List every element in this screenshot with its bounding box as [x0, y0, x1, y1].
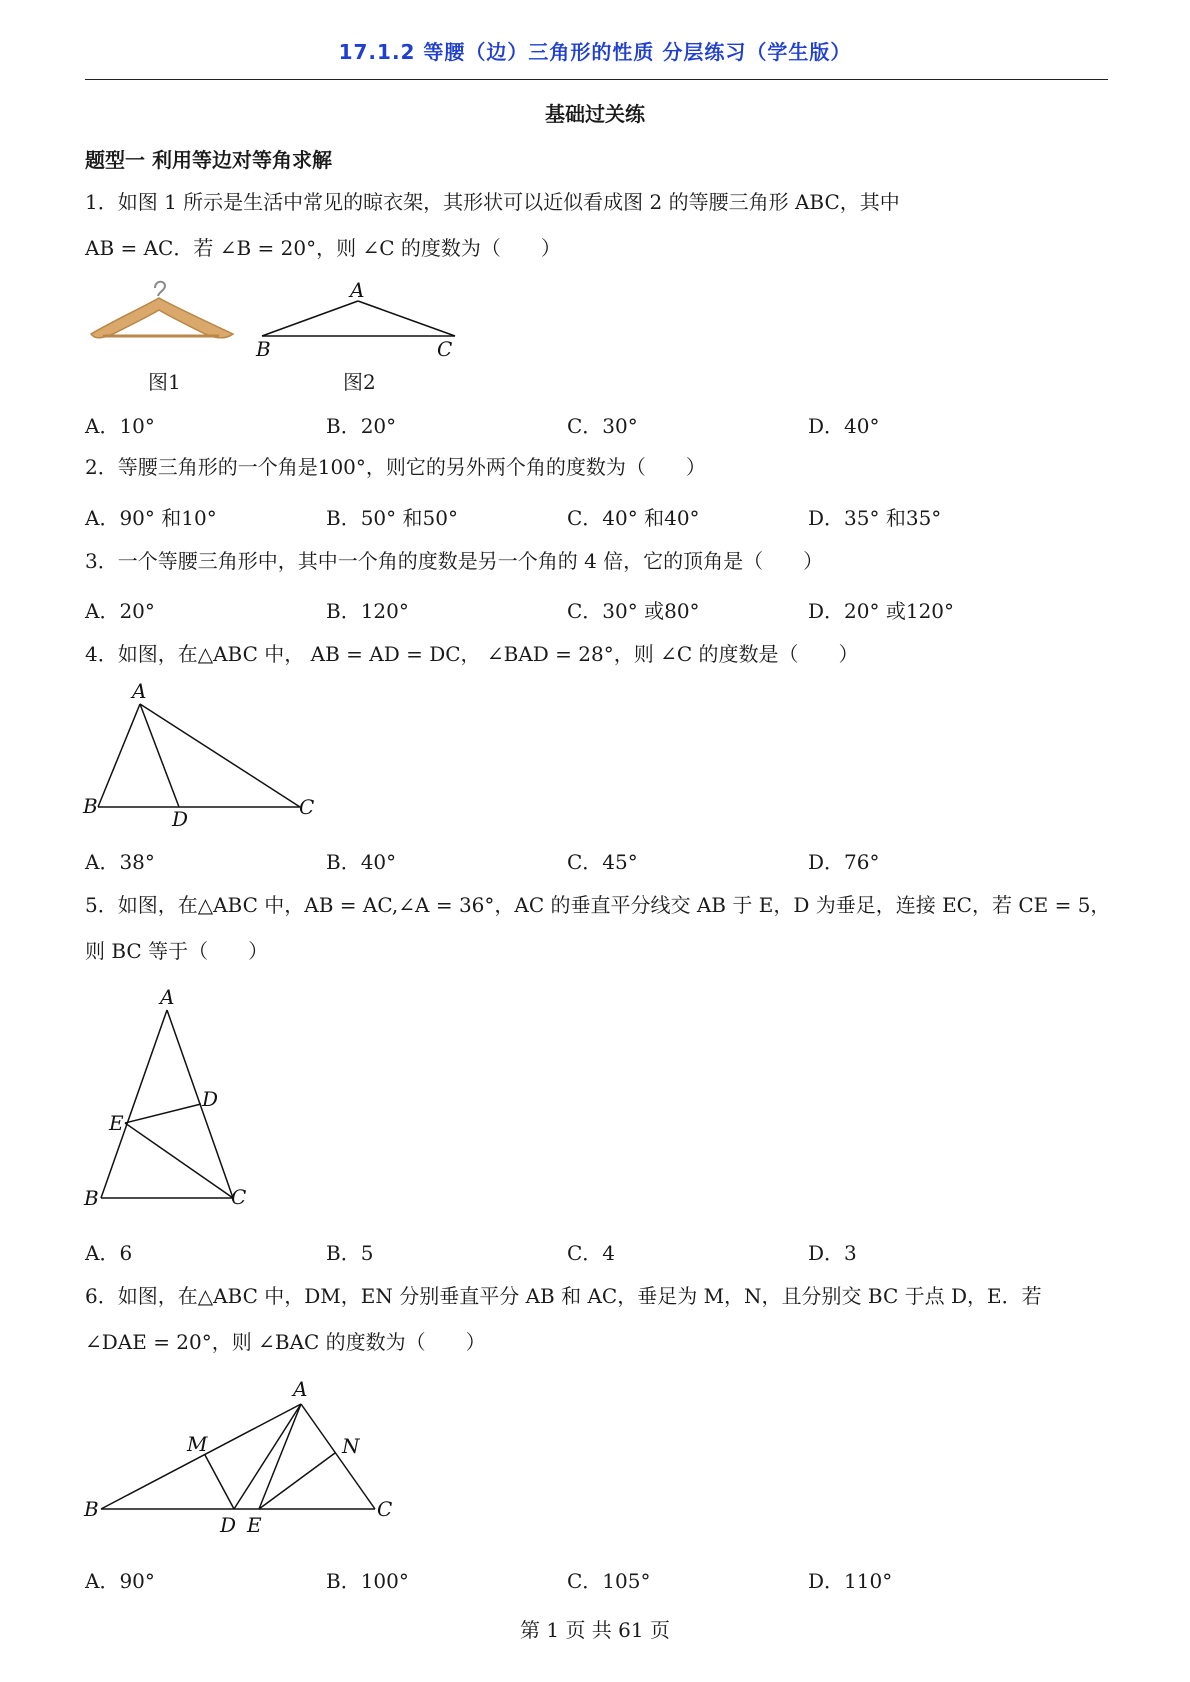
- question-type-heading: 题型一 利用等边对等角求解: [85, 148, 332, 172]
- segment-ac: [140, 704, 300, 807]
- label-b: B: [84, 1497, 99, 1521]
- segment-ac: [358, 301, 455, 336]
- hanger-image: [85, 276, 245, 356]
- label-a: A: [132, 680, 147, 703]
- segment-ad: [140, 704, 179, 807]
- label-a: A: [160, 985, 175, 1009]
- segment-md: [205, 1455, 234, 1509]
- q3-option-c[interactable]: C．30° 或80°: [567, 599, 700, 623]
- label-n: N: [342, 1434, 360, 1458]
- q1-option-b[interactable]: B．20°: [326, 414, 397, 438]
- segment-ab: [262, 301, 358, 336]
- q6-text-line2: ∠DAE = 20°，则 ∠BAC 的度数为（ ）: [85, 1330, 486, 1354]
- label-c: C: [231, 1185, 247, 1209]
- label-e: E: [247, 1513, 262, 1537]
- q3-option-d[interactable]: D．20° 或120°: [808, 599, 955, 623]
- q1-option-d[interactable]: D．40°: [808, 414, 880, 438]
- q3-text: 3．一个等腰三角形中，其中一个角的度数是另一个角的 4 倍，它的顶角是（ ）: [85, 549, 824, 573]
- segment-ab: [98, 704, 140, 807]
- q2-option-b[interactable]: B．50° 和50°: [326, 506, 458, 530]
- label-d: D: [220, 1513, 237, 1537]
- q5-option-c[interactable]: C．4: [567, 1241, 616, 1265]
- q5-option-b[interactable]: B．5: [326, 1241, 374, 1265]
- q2-option-c[interactable]: C．40° 和40°: [567, 506, 700, 530]
- q6-option-c[interactable]: C．105°: [567, 1569, 651, 1593]
- q6-triangle-figure: [80, 1372, 410, 1542]
- segment-ed: [125, 1104, 201, 1123]
- q5-text-line1: 5．如图，在△ABC 中，AB = AC,∠A = 36°，AC 的垂直平分线交 AB 于 E，D 为垂足，连接 EC，若 CE = 5，: [85, 893, 1111, 917]
- label-d: D: [172, 807, 189, 830]
- q5-option-a[interactable]: A．6: [85, 1241, 133, 1265]
- document-title: 17.1.2 等腰（边）三角形的性质 分层练习（学生版）: [338, 40, 852, 64]
- q5-triangle-figure: [80, 980, 270, 1215]
- q1-text-line2: AB = AC．若 ∠B = 20°，则 ∠C 的度数为（ ）: [85, 236, 561, 260]
- q4-option-d[interactable]: D．76°: [808, 850, 880, 874]
- label-a: A: [350, 278, 365, 302]
- label-m: M: [187, 1432, 208, 1456]
- q3-option-b[interactable]: B．120°: [326, 599, 409, 623]
- q5-option-d[interactable]: D．3: [808, 1241, 857, 1265]
- label-d: D: [202, 1087, 219, 1111]
- figure1-caption: 图1: [148, 370, 181, 394]
- q4-option-a[interactable]: A．38°: [85, 850, 155, 874]
- q5-text-line2: 则 BC 等于（ ）: [85, 939, 269, 963]
- segment-ad: [234, 1404, 301, 1509]
- q6-option-d[interactable]: D．110°: [808, 1569, 893, 1593]
- q4-option-b[interactable]: B．40°: [326, 850, 397, 874]
- q2-option-a[interactable]: A．90° 和10°: [85, 506, 217, 530]
- q1-option-a[interactable]: A．10°: [85, 414, 155, 438]
- q4-option-c[interactable]: C．45°: [567, 850, 638, 874]
- label-e: E: [109, 1111, 124, 1135]
- figure2-caption: 图2: [343, 370, 376, 394]
- section-title: 基础过关练: [545, 102, 645, 126]
- page-footer: 第 1 页 共 61 页: [520, 1618, 670, 1642]
- q1-text-line1: 1．如图 1 所示是生活中常见的晾衣架，其形状可以近似看成图 2 的等腰三角形 ABC，其中: [85, 190, 900, 214]
- label-c: C: [377, 1497, 393, 1521]
- q2-option-d[interactable]: D．35° 和35°: [808, 506, 942, 530]
- q6-option-b[interactable]: B．100°: [326, 1569, 409, 1593]
- q1-triangle-figure: [250, 276, 460, 366]
- label-b: B: [256, 337, 271, 361]
- q4-triangle-figure: [80, 680, 320, 830]
- header-divider: [85, 79, 1108, 80]
- segment-ac: [301, 1404, 375, 1509]
- label-b: B: [84, 1186, 99, 1210]
- q4-text: 4．如图，在△ABC 中， AB = AD = DC， ∠BAD = 28°，则 ∠C 的度数是（ ）: [85, 642, 859, 666]
- q6-text-line1: 6．如图，在△ABC 中，DM，EN 分别垂直平分 AB 和 AC，垂足为 M，N，且分别交 BC 于点 D，E．若: [85, 1284, 1042, 1308]
- q2-text: 2．等腰三角形的一个角是100°，则它的另外两个角的度数为（ ）: [85, 455, 706, 479]
- label-b: B: [83, 794, 98, 818]
- q3-option-a[interactable]: A．20°: [85, 599, 155, 623]
- label-c: C: [299, 795, 315, 819]
- segment-ab: [101, 1010, 167, 1198]
- q1-option-c[interactable]: C．30°: [567, 414, 638, 438]
- label-a: A: [293, 1377, 308, 1401]
- q6-option-a[interactable]: A．90°: [85, 1569, 155, 1593]
- label-c: C: [437, 337, 453, 361]
- segment-ab: [101, 1404, 301, 1509]
- segment-ec: [125, 1123, 233, 1198]
